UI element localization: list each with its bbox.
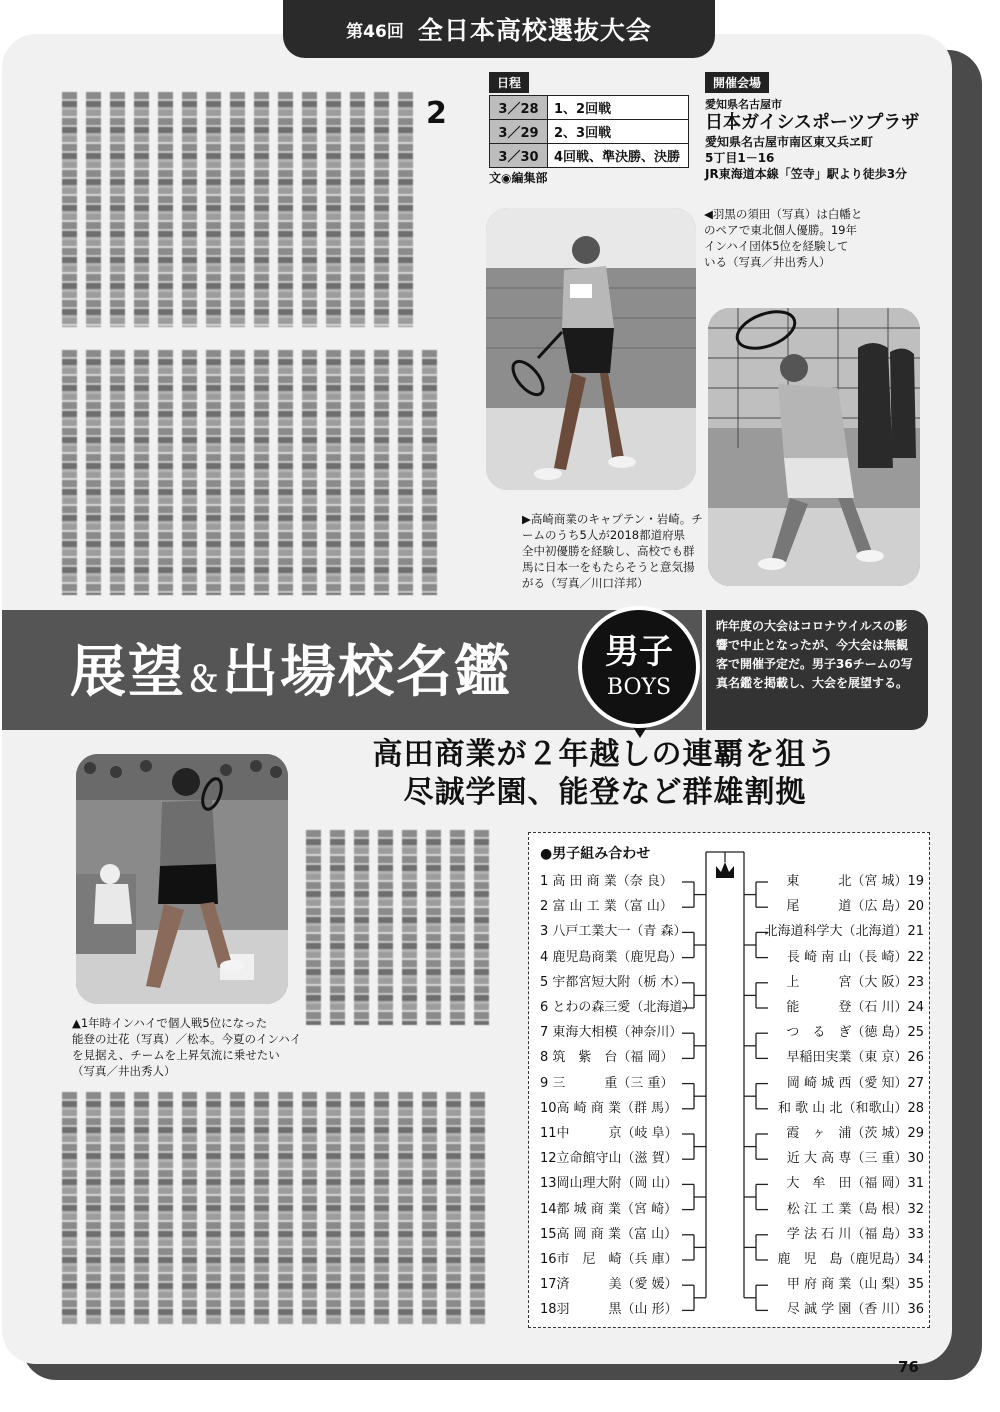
venue-city: 愛知県名古屋市 [705,98,782,111]
caption-line: （写真／井出秀人） [72,1064,176,1078]
blurred-text-block-bottom [62,1092,485,1324]
bracket-team-left: 14都 城 商 業（宮 崎） [540,1201,678,1217]
bracket-team-right: 能 登（石 川）24 [786,1000,924,1015]
caption-noto [72,1015,301,1079]
bracket-team-right: 霞 ヶ 浦（茨 城）29 [786,1126,924,1141]
bracket-team-right: 学 法 石 川（福 島）33 [786,1226,924,1242]
caption-line: 全中初優勝を経験し、高校でも群 [522,544,695,558]
schedule-rounds: 4回戦、準決勝、決勝 [548,144,689,168]
schedule-row [490,144,689,168]
bracket-team-left: 17済 美（愛 媛） [540,1277,678,1293]
caption-line: ームのうち5人が2018都道府県 [522,528,686,542]
bracket-team-right: 鹿 児 島（鹿児島）34 [777,1252,924,1267]
bracket-team-left: 5 宇都宮短大附（栃 木） [540,974,687,990]
bracket-team-left: 6 とわの森三愛（北海道） [540,1000,696,1015]
headline-line: 尽誠学園、能登など群雄割拠 [403,775,807,810]
schedule-rounds: 2、3回戦 [548,120,689,144]
writer-credit: 文◉編集部 [489,171,548,185]
feature-title-part: 出場校名鑑 [222,640,512,705]
photo-takasaki-player [486,208,696,490]
venue-label: 開催会場 [705,72,769,93]
bracket-team-right: 和 歌 山 北（和歌山）28 [778,1100,924,1116]
bracket-team-right: 尽 誠 学 園（香 川）36 [786,1302,924,1318]
schedule-date: 3／28 [490,96,548,120]
caption-line: ▲1年時インハイで個人戦5位になった [72,1016,268,1030]
venue-name: 日本ガイシスポーツプラザ [705,112,920,133]
bracket-team-left: 8 筑 紫 台（福 岡） [540,1050,674,1066]
blurred-text-block-top-1 [62,92,413,327]
bracket-team-right: 甲 府 商 業（山 梨）35 [786,1277,924,1293]
bracket-team-right: 東 北（宮 城）19 [786,874,924,889]
blurred-text-block-mid [306,830,489,1025]
feature-title-part: 展望 [70,640,186,705]
header-title: 全日本高校選抜大会 [417,16,652,45]
bracket-team-right: 近 大 高 専（三 重）30 [786,1151,924,1167]
boys-badge-en: BOYS [606,675,672,700]
bracket-team-left: 11中 京（岐 阜） [540,1126,678,1141]
crown-icon [716,862,734,878]
caption-haguro [704,206,862,270]
venue-address-line: 5丁目1－16 [705,151,775,165]
caption-line: のペアで東北個人優勝。19年 [704,223,857,237]
caption-line: ▶高崎商業のキャプテン・岩崎。チ [522,512,703,526]
boys-badge [578,606,700,728]
schedule-row [490,120,689,144]
bracket-team-left: 16市 尼 崎（兵 庫） [540,1252,678,1267]
blurred-text-block-top-2 [62,350,437,595]
bracket-team-right: 早稲田実業（東 京）26 [786,1050,924,1066]
bracket-team-left: 18羽 黒（山 形） [540,1302,678,1318]
bracket-team-right: 尾 道（広 島）20 [786,899,924,915]
bracket-team-right: 長 崎 南 山（長 崎）22 [786,949,924,965]
boys-badge-jp: 男子 [605,632,673,672]
caption-line: がる（写真／川口洋邦） [522,576,649,590]
caption-line: 馬に日本一をもたらそうと意気揚 [522,560,695,574]
caption-line: いる（写真／井出秀人） [704,255,831,269]
photo-noto-player [76,754,288,1004]
bracket-team-left: 12立命館守山（滋 賀） [540,1151,678,1167]
venue-address-line: 愛知県名古屋市南区東又兵ヱ町 [705,135,874,149]
caption-takasaki [522,511,703,591]
bracket-team-right: 岡 崎 城 西（愛 知）27 [786,1075,924,1091]
schedule-label: 日程 [489,72,529,93]
section-number: 2 [426,96,447,131]
schedule-date: 3／30 [490,144,548,168]
bracket-team-right: 北海道科学大（北海道）21 [764,924,924,940]
schedule-row [490,96,689,120]
schedule-date: 3／29 [490,120,548,144]
bracket-team-left: 9 三 重（三 重） [540,1075,674,1091]
bracket-team-right: 松 江 工 業（島 根）32 [786,1201,924,1217]
caption-line: 能登の辻花（写真）／松本。今夏のインハイ [72,1032,302,1046]
page-number: 76 [898,1358,919,1376]
bracket-team-left: 7 東海大相模（神奈川） [540,1025,683,1041]
bracket-team-left: 2 富 山 工 業（富 山） [540,899,673,915]
schedule-table [489,95,689,168]
venue-address [705,134,907,182]
bracket-team-left: 13岡山理大附（岡 山） [540,1176,678,1192]
bracket-team-left: 1 高 田 商 業（奈 良） [540,874,673,889]
bracket-team-right: 大 牟 田（福 岡）31 [786,1176,924,1192]
headline [340,736,870,812]
venue-access: JR東海道本線「笠寺」駅より徒歩3分 [705,167,908,181]
bracket-title: ●男子組み合わせ [540,846,651,862]
caption-line: インハイ団体5位を経験して [704,239,849,253]
bracket-team-left: 3 八戸工業大一（青 森） [540,924,687,940]
caption-line: を見据え、チームを上昇気流に乗せたい [72,1048,280,1062]
headline-line: 高田商業が２年越しの連覇を狙う [372,737,838,772]
bracket-team-right: つ る ぎ（徳 島）25 [786,1025,924,1041]
feature-title-amp: ＆ [186,660,222,700]
header-edition: 第46回 [346,21,404,42]
header-banner [283,0,715,58]
bracket-team-left: 15高 岡 商 業（富 山） [540,1226,678,1242]
schedule-rounds: 1、2回戦 [548,96,689,120]
intro-text: 昨年度の大会はコロナウイルスの影響で中止となったが、今大会は無観客で開催予定だ。男子36チームの写真名鑑を掲載し、大会を展望する。 [706,610,928,730]
feature-title [70,628,512,708]
caption-line: ◀羽黒の須田（写真）は白幡と [704,207,863,221]
bracket-team-left: 10高 崎 商 業（群 馬） [540,1100,678,1116]
bracket-team-right: 上 宮（大 阪）23 [786,974,924,990]
photo-haguro-player [708,308,920,586]
bracket-team-left: 4 鹿児島商業（鹿児島） [540,949,683,965]
